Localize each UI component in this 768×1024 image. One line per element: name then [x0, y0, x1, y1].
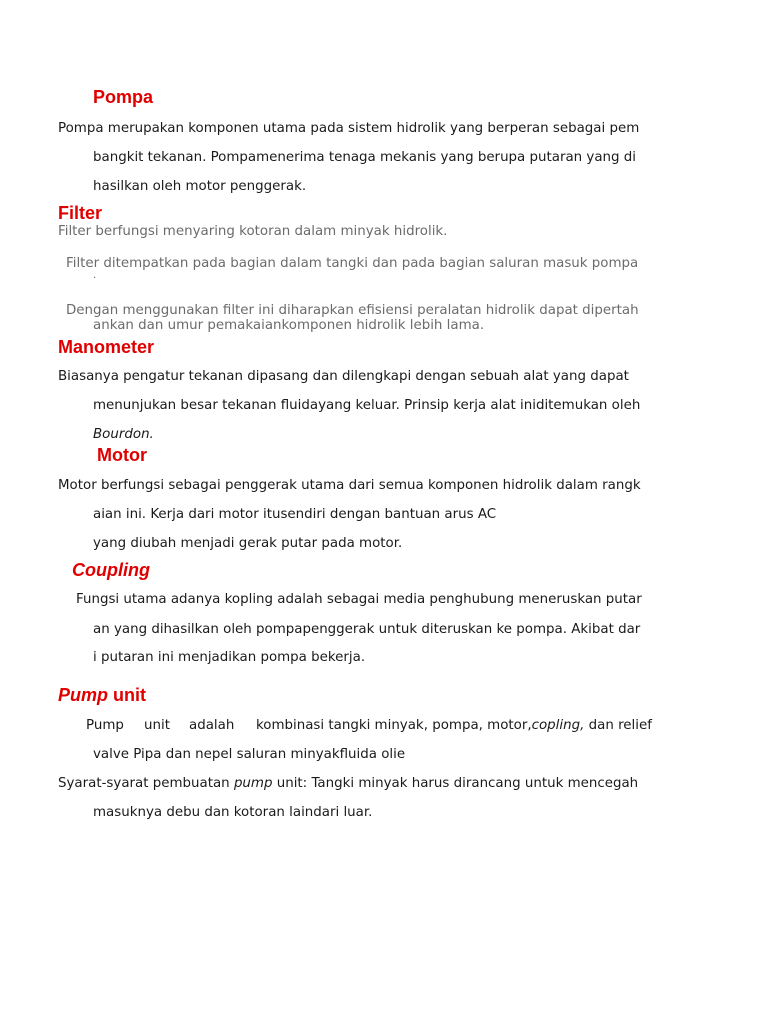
paragraph-line: Bourdon. — [93, 427, 154, 442]
paragraph-line: aian ini. Kerja dari motor itusendiri dengan bantuan arus AC — [93, 507, 497, 522]
text-run: dan relief — [584, 718, 652, 733]
paragraph-line — [58, 776, 638, 791]
paragraph-line: menunjukan besar tekanan fluidayang keluar. Prinsip kerja alat iniditemukan oleh — [93, 398, 641, 413]
text-run-italic: pump — [233, 776, 273, 791]
text-run-italic: copling, — [531, 718, 585, 733]
text-run: unit: Tangki minyak harus dirancang untuk mencegah — [272, 776, 639, 791]
paragraph-line: bangkit tekanan. Pompamenerima tenaga mekanis yang berupa putaran yang di — [93, 150, 637, 165]
paragraph-line: Dengan menggunakan filter ini diharapkan efisiensi peralatan hidrolik dapat dipertah — [66, 303, 639, 318]
heading-pump-unit-italic: Pump — [58, 685, 109, 705]
heading-pump-unit — [58, 685, 146, 706]
paragraph-line: an yang dihasilkan oleh pompapenggerak untuk diteruskan ke pompa. Akibat dar — [93, 622, 641, 637]
paragraph-line: Filter berfungsi menyaring kotoran dalam minyak hidrolik. — [58, 224, 448, 239]
heading-motor: Motor — [97, 445, 147, 465]
paragraph-line: Filter ditempatkan pada bagian dalam tangki dan pada bagian saluran masuk pompa — [66, 256, 639, 271]
paragraph-line: Fungsi utama adanya kopling adalah sebagai media penghubung meneruskan putar — [76, 592, 642, 607]
heading-filter: Filter — [58, 203, 103, 223]
paragraph-line: Motor berfungsi sebagai penggerak utama dari semua komponen hidrolik dalam rangk — [58, 478, 641, 493]
heading-coupling: Coupling — [72, 560, 150, 580]
paragraph-word: adalah — [189, 718, 235, 733]
paragraph-word: unit — [144, 718, 170, 733]
paragraph-line: valve Pipa dan nepel saluran minyakfluida olie — [93, 747, 406, 762]
paragraph-line: . — [93, 270, 97, 281]
heading-pump-unit-rest: unit — [108, 685, 147, 705]
paragraph-word: Pump — [86, 718, 124, 733]
paragraph-line: yang diubah menjadi gerak putar pada motor. — [93, 536, 403, 551]
paragraph-line-segment — [256, 718, 652, 733]
paragraph-line: Pompa merupakan komponen utama pada sistem hidrolik yang berperan sebagai pem — [58, 121, 640, 136]
heading-pompa: Pompa — [93, 87, 154, 107]
text-run: Syarat-syarat pembuatan — [58, 776, 234, 791]
paragraph-line: hasilkan oleh motor penggerak. — [93, 179, 307, 194]
paragraph-line: i putaran ini menjadikan pompa bekerja. — [93, 650, 366, 665]
paragraph-line: Biasanya pengatur tekanan dipasang dan dilengkapi dengan sebuah alat yang dapat — [58, 369, 629, 384]
paragraph-line: ankan dan umur pemakaiankomponen hidrolik lebih lama. — [93, 318, 485, 333]
heading-manometer: Manometer — [58, 337, 155, 357]
paragraph-line: masuknya debu dan kotoran laindari luar. — [93, 805, 373, 820]
text-run: kombinasi tangki minyak, pompa, motor, — [256, 718, 532, 733]
